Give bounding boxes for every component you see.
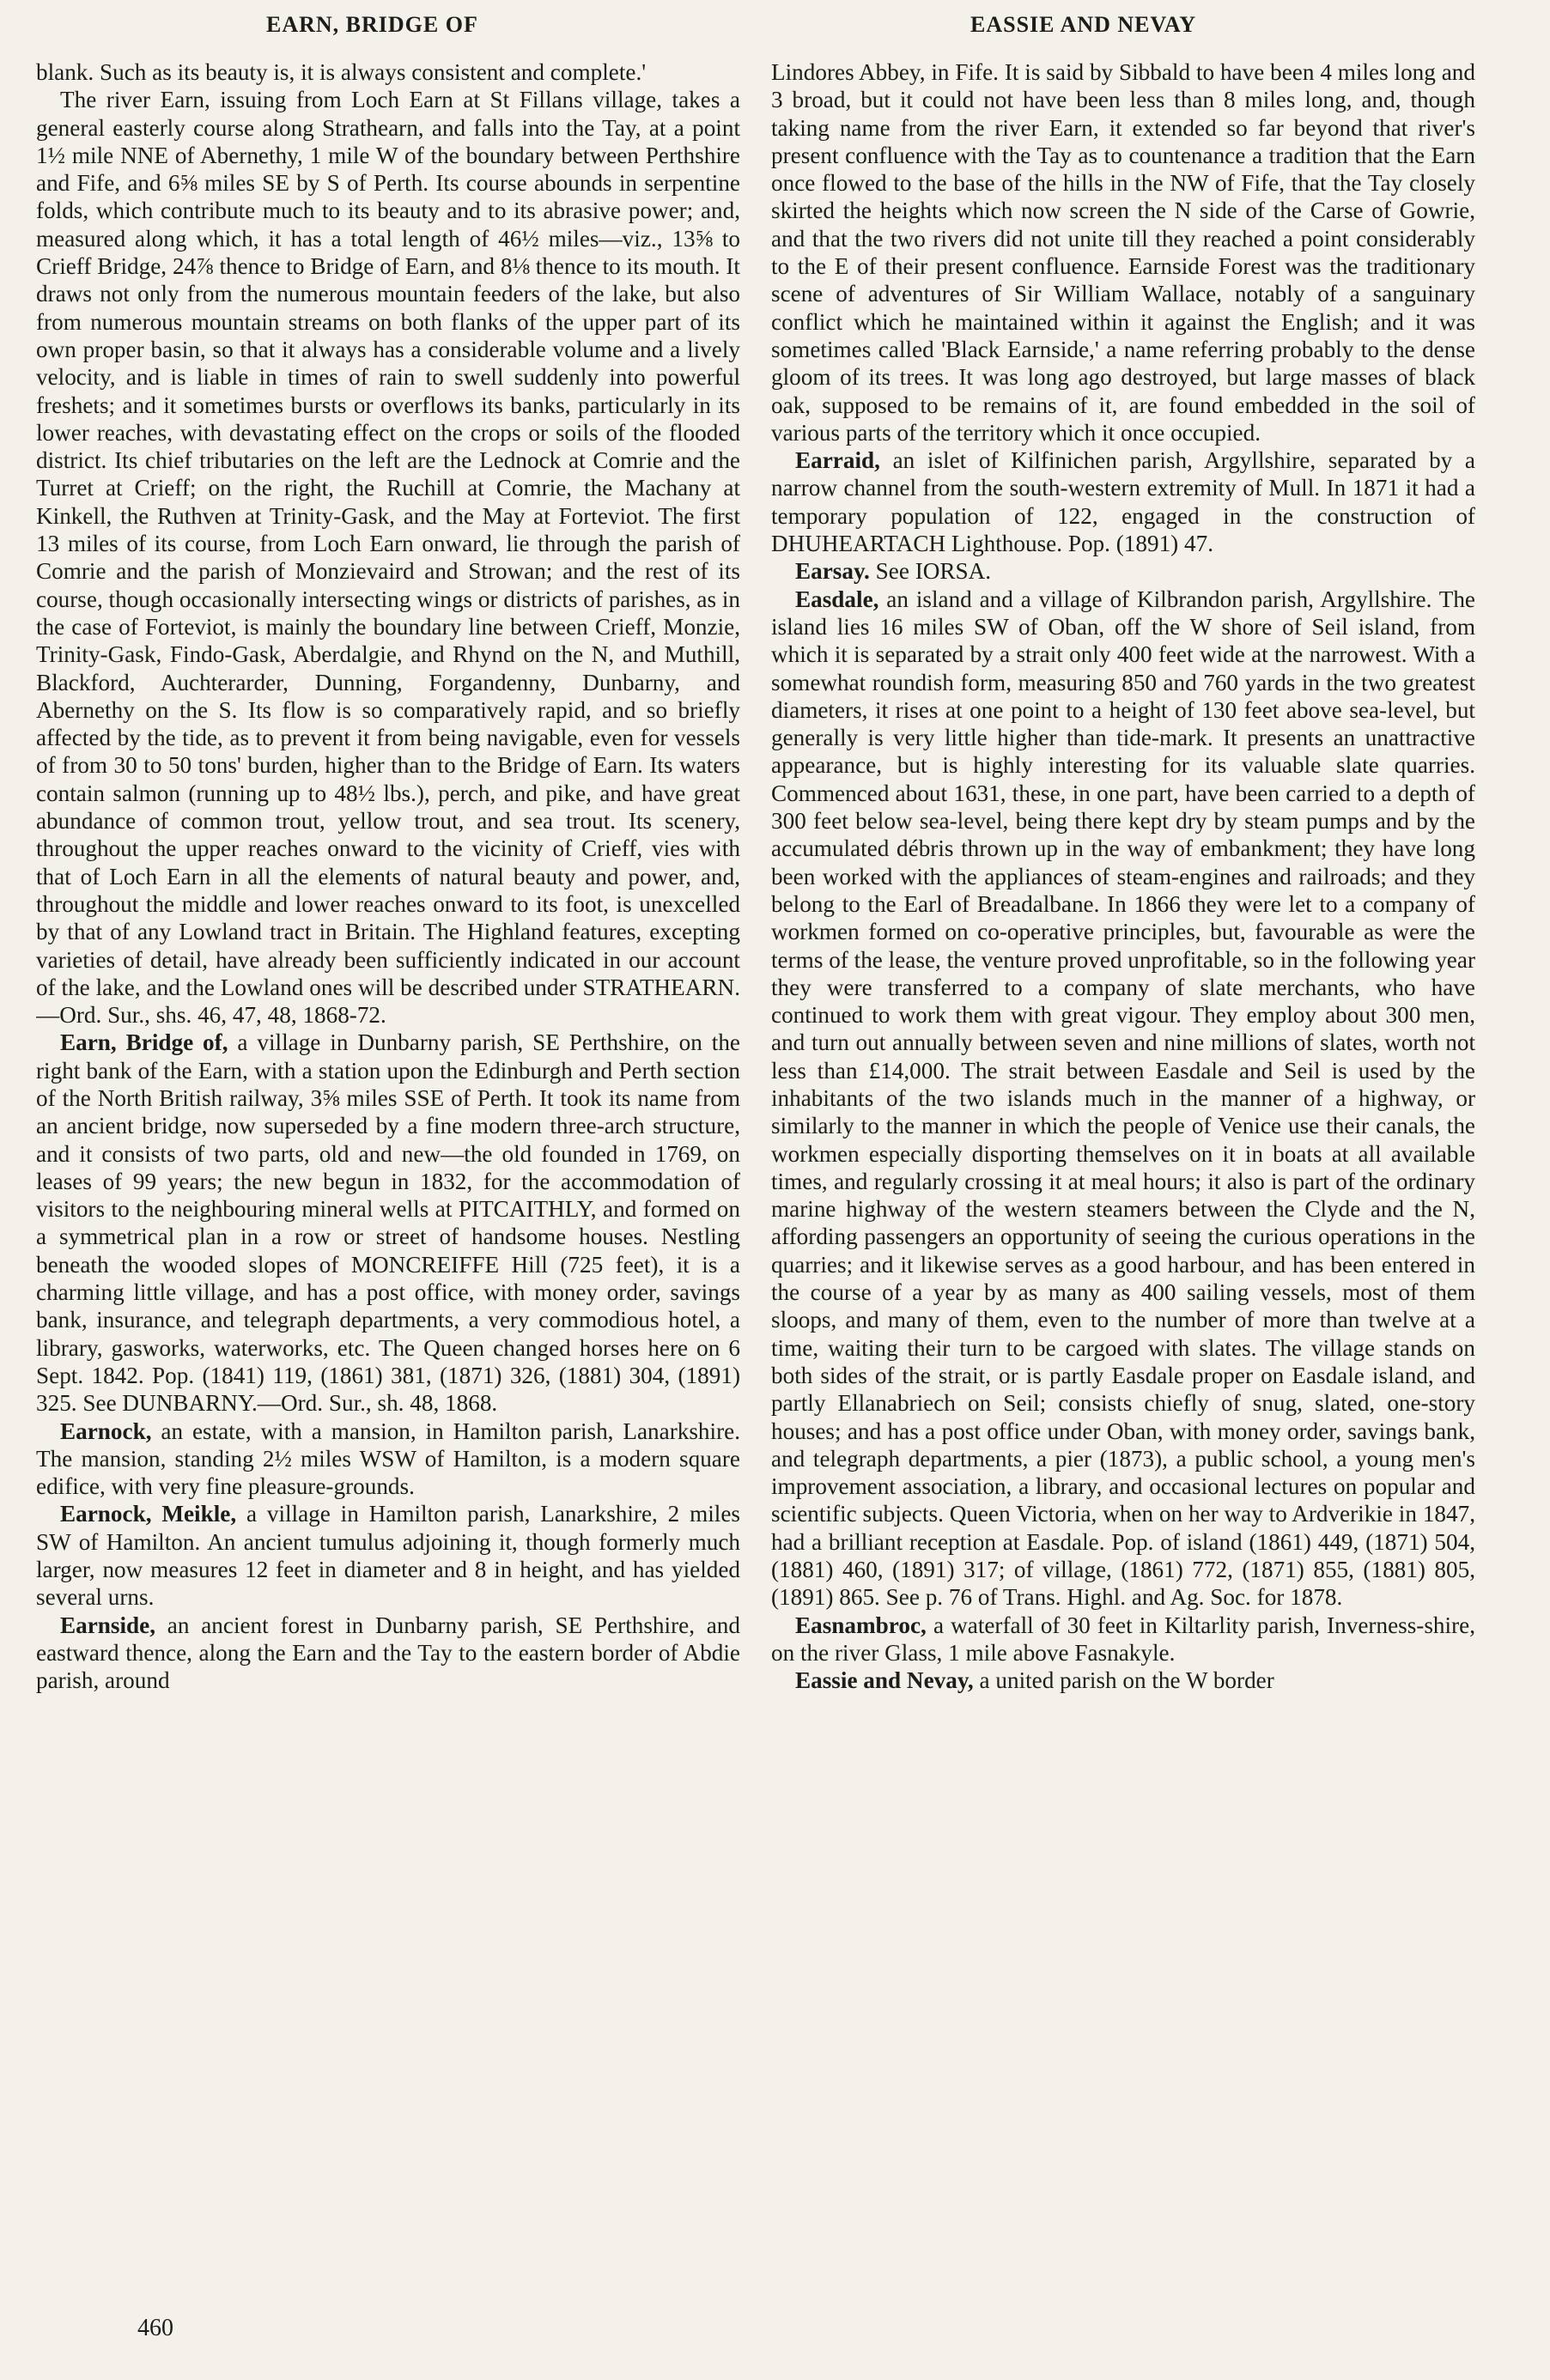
running-head-right: EASSIE AND NEVAY (970, 12, 1197, 37)
entry-headword: Easnambroc, (795, 1612, 927, 1638)
entry-headword: Earnock, Meikle, (60, 1501, 237, 1527)
entry-headword: Earnock, (60, 1418, 152, 1444)
entry-text: an islet of Kilfinichen parish, Argyllshire, separated by a narrow channel from the south-western extremity of Mull. In 1871 it had a temporary population of 122, engaged in the construction of DHUHEARTACH Lighthouse. Pop. (1891) 47. (771, 447, 1475, 557)
entry-text: a waterfall of 30 feet in Kiltarlity parish, Inverness-shire, on the river Glass, 1 mile above Fasnakyle. (771, 1612, 1475, 1666)
left-column (36, 58, 740, 2308)
right-column (771, 58, 1475, 2308)
entry-paragraph (36, 1612, 740, 1695)
entry-text: a village in Hamilton parish, Lanarkshire, 2 miles SW of Hamilton. An ancient tumulus adjoining it, though formerly much larger, now measures 12 feet in diameter and 8 in height, and has yielded several urns. (36, 1501, 740, 1611)
entry-paragraph (36, 1418, 740, 1501)
entry-text: blank. Such as its beauty is, it is always consistent and complete.' (36, 59, 647, 85)
entry-paragraph (771, 58, 1475, 446)
entry-text: See IORSA. (869, 558, 992, 585)
entry-text: an ancient forest in Dunbarny parish, SE Perthshire, and eastward thence, along the Earn and the Tay to the eastern border of Abdie parish, around (36, 1612, 740, 1694)
running-head-left: EARN, BRIDGE OF (266, 12, 478, 37)
entry-text: The river Earn, issuing from Loch Earn at St Fillans village, takes a general easterly course along Strathearn, and falls into the Tay, at a point 1½ mile NNE of Abernethy, 1 mile W of the boundary between Perthshire and Fife, and 6⅝ miles SE by S of Perth. Its course abounds in serpentine folds, which contribute much to its beauty and to its abrasive power; and, measured along which, it has a total length of 46½ miles—viz., 13⅝ to Crieff Bridge, 24⅞ thence to Bridge of Earn, and 8⅛ thence to its mouth. It draws not only from the numerous mountain feeders of the lake, but also from numerous mountain streams on both flanks of the upper part of its own proper basin, so that it always has a considerable volume and a lively velocity, and is liable in times of rain to swell suddenly into powerful freshets; and it sometimes bursts or overflows its banks, particularly in its lower reaches, with devastating effect on the crops or soils of the flooded district. Its chief tributaries on the left are the Lednock at Comrie and the Turret at Crieff; on the right, the Ruchill at Comrie, the Machany at Kinkell, the Ruthven at Trinity-Gask, and the May at Forteviot. The first 13 miles of its course, from Loch Earn onward, lie through the parish of Comrie and the parish of Monzievaird and Strowan; and the rest of its course, though occasionally intersecting wings or districts of parishes, as in the case of Forteviot, is mainly the boundary line between Crieff, Monzie, Trinity-Gask, Findo-Gask, Aberdalgie, and Rhynd on the N, and Muthill, Blackford, Auchterarder, Dunning, Forgandenny, Dunbarny, and Abernethy on the S. Its flow is so comparatively rapid, and so briefly affected by the tide, as to prevent it from being navigable, even for vessels of from 30 to 50 tons' burden, higher than to the Bridge of Earn. Its waters contain salmon (running up to 48½ lbs.), perch, and pike, and have great abundance of common trout, yellow trout, and sea trout. Its scenery, throughout the upper reaches onward to the vicinity of Crieff, vies with that of Loch Earn in all the elements of natural beauty and power, and, throughout the middle and lower reaches onward to its foot, is unexcelled by that of any Lowland tract in Britain. The Highland features, excepting varieties of detail, have already been sufficiently indicated in our account of the lake, and the Lowland ones will be described under STRATHEARN.—Ord. Sur., shs. 46, 47, 48, 1868-72. (36, 87, 740, 1029)
entry-headword: Earsay. (795, 558, 870, 585)
entry-text: an estate, with a mansion, in Hamilton parish, Lanarkshire. The mansion, standing 2½ miles WSW of Hamilton, is a modern square edifice, with very fine pleasure-grounds. (36, 1418, 740, 1500)
entry-text: Lindores Abbey, in Fife. It is said by Sibbald to have been 4 miles long and 3 broad, but it could not have been less than 8 miles long, and, though taking name from the river Earn, it extended so far beyond that river's present confluence with the Tay as to countenance a tradition that the Earn once flowed to the base of the hills in the NW of Fife, that the Tay closely skirted the heights which now screen the N side of the Carse of Gowrie, and that the two rivers did not unite till they reached a point considerably to the E of their present confluence. Earnside Forest was the traditionary scene of adventures of Sir William Wallace, notably of a sanguinary conflict which he maintained within it against the English; and it was sometimes called 'Black Earnside,' a name referring probably to the dense gloom of its trees. It was long ago destroyed, but large masses of black oak, supposed to be remains of it, are found embedded in the soil of various parts of the territory which it once occupied. (771, 59, 1475, 446)
entry-paragraph (36, 1500, 740, 1611)
page-number: 460 (137, 2315, 173, 2341)
entry-headword: Easdale, (795, 586, 879, 612)
entry-paragraph (771, 557, 1475, 585)
entry-text: a united parish on the W border (973, 1667, 1274, 1694)
entry-paragraph (771, 1667, 1475, 1694)
entry-text: an island and a village of Kilbrandon parish, Argyllshire. The island lies 16 miles SW of Oban, off the W shore of Seil island, from which it is separated by a strait only 400 feet wide at the narrowest. With a somewhat roundish form, measuring 850 and 760 yards in the two greatest diameters, it rises at one point to a height of 130 feet above sea-level, but generally is very little higher than tide-mark. It presents an unattractive appearance, but is highly interesting for its valuable slate quarries. Commenced about 1631, these, in one part, have been carried to a depth of 300 feet below sea-level, being there kept dry by steam pumps and by the accumulated débris thrown up in the way of embankment; they have long been worked with the appliances of steam-engines and railroads; and they belong to the Earl of Breadalbane. In 1866 they were let to a company of workmen formed on co-operative principles, but, favourable as were the terms of the lease, the venture proved unprofitable, so in the following year they were transferred to a company of slate merchants, who have continued to work them with great vigour. They employ about 300 men, and turn out annually between seven and nine millions of slates, worth not less than £14,000. The strait between Easdale and Seil is used by the inhabitants of the two islands much in the manner of a highway, or similarly to the manner in which the people of Venice use their canals, the workmen especially disporting themselves on it in boats at all available times, and regularly crossing it at meal hours; it also is part of the ordinary marine highway of the western steamers between the Clyde and the N, affording passengers an opportunity of seeing the curious operations in the quarries; and it likewise serves as a good harbour, and has been entered in the course of a year by as many as 400 sailing vessels, most of them sloops, and many of them, even to the number of more than twelve at a time, waiting their turn to be cargoed with slates. The village stands on both sides of the strait, or is partly Easdale proper on Easdale island, and partly Ellanabriech on Seil; consists chiefly of snug, slated, one-story houses; and has a post office under Oban, with money order, savings bank, and telegraph departments, a pier (1873), a public school, a young men's improvement association, a library, and occasional lectures on popular and scientific subjects. Queen Victoria, when on her way to Ardverikie in 1847, had a brilliant reception at Easdale. Pop. of island (1861) 449, (1871) 504, (1881) 460, (1891) 317; of village, (1861) 772, (1871) 855, (1881) 805, (1891) 865. See p. 76 of Trans. Highl. and Ag. Soc. for 1878. (771, 586, 1475, 1611)
entry-paragraph (36, 1029, 740, 1417)
entry-headword: Earnside, (60, 1612, 156, 1638)
entry-paragraph (771, 586, 1475, 1612)
entry-headword: Eassie and Nevay, (795, 1667, 974, 1694)
entry-paragraph (36, 86, 740, 1029)
entry-paragraph (771, 446, 1475, 557)
entry-paragraph (771, 1612, 1475, 1667)
entry-headword: Earn, Bridge of, (60, 1029, 228, 1056)
entry-text: a village in Dunbarny parish, SE Perthshire, on the right bank of the Earn, with a station upon the Edinburgh and Perth section of the North British railway, 3⅝ miles SSE of Perth. It took its name from an ancient bridge, now superseded by a fine modern three-arch structure, and it consists of two parts, old and new—the old founded in 1769, on leases of 99 years; the new begun in 1832, for the accommodation of visitors to the neighbouring mineral wells at PITCAITHLY, and formed on a symmetrical plan in a row or street of handsome houses. Nestling beneath the wooded slopes of MONCREIFFE Hill (725 feet), it is a charming little village, and has a post office, with money order, savings bank, insurance, and telegraph departments, a very commodious hotel, a library, gasworks, waterworks, etc. The Queen changed horses here on 6 Sept. 1842. Pop. (1841) 119, (1861) 381, (1871) 326, (1881) 304, (1891) 325. See DUNBARNY.—Ord. Sur., sh. 48, 1868. (36, 1029, 740, 1417)
entry-headword: Earraid, (795, 447, 880, 474)
entry-paragraph (36, 58, 740, 86)
